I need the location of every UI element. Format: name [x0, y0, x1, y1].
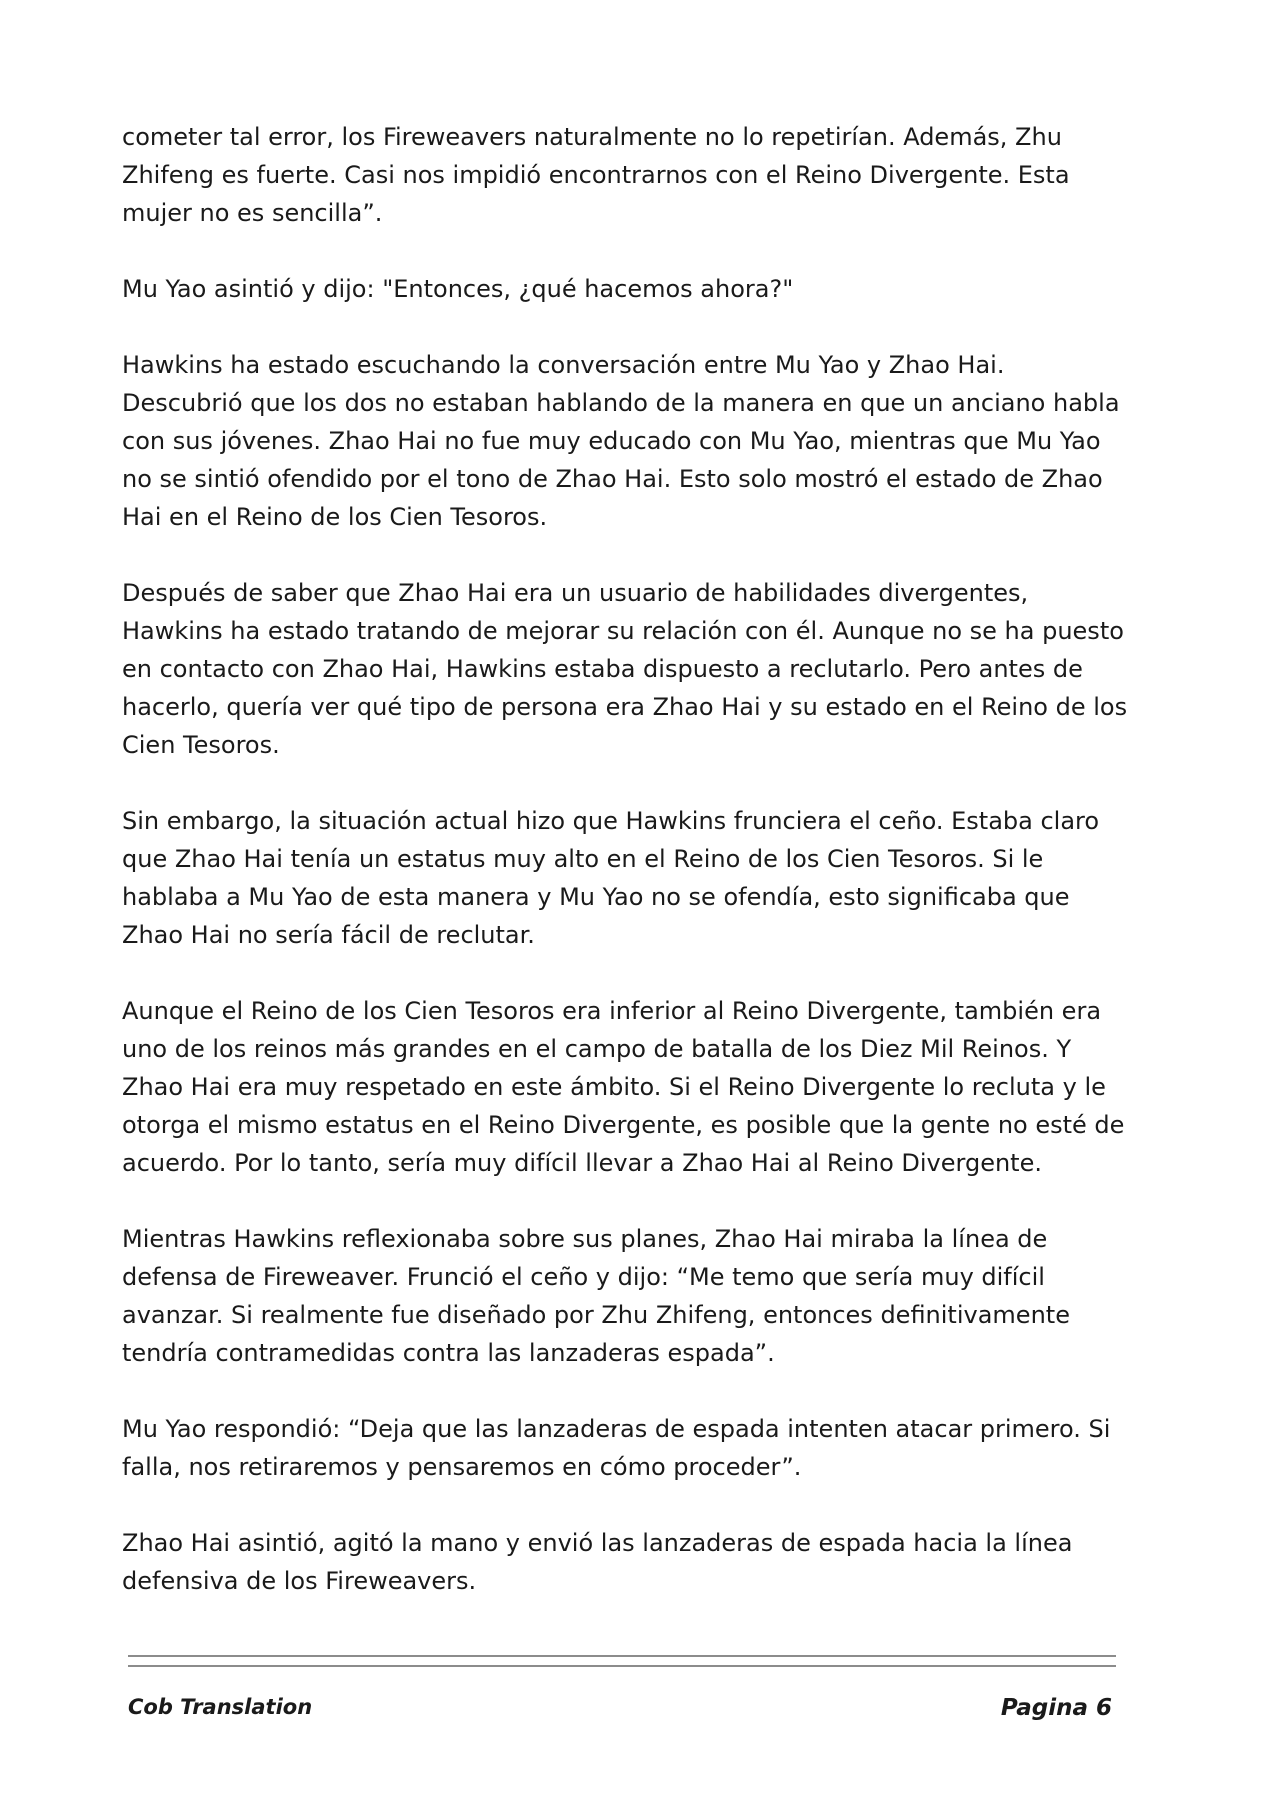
- paragraph: Mu Yao respondió: “Deja que las lanzaderas de espada intenten atacar primero. Si falla, nos retiraremos y pensaremos en cómo proceder”.: [122, 1415, 1111, 1481]
- paragraph: Mu Yao asintió y dijo: "Entonces, ¿qué hacemos ahora?": [122, 275, 794, 303]
- paragraph: Después de saber que Zhao Hai era un usuario de habilidades divergentes, Hawkins ha estado tratando de mejorar su relación con él. Aunque no se ha puesto en contacto con Zhao Hai, Hawkins estaba dispuesto a reclutarlo. Pero antes de hacerlo, quería ver qué tipo de persona era Zhao Hai y su estado en el Reino de los Cien Tesoros.: [122, 579, 1128, 759]
- paragraph: Mientras Hawkins reflexionaba sobre sus planes, Zhao Hai miraba la línea de defensa de Fireweaver. Frunció el ceño y dijo: “Me temo que sería muy difícil avanzar. Si realmente fue diseñado por Zhu Zhifeng, entonces definitivamente tendría contramedidas contra las lanzaderas espada”.: [122, 1225, 1070, 1367]
- paragraph: Aunque el Reino de los Cien Tesoros era inferior al Reino Divergente, también era uno de los reinos más grandes en el campo de batalla de los Diez Mil Reinos. Y Zhao Hai era muy respetado en este ámbito. Si el Reino Divergente lo recluta y le otorga el mismo estatus en el Reino Divergente, es posible que la gente no esté de acuerdo. Por lo tanto, sería muy difícil llevar a Zhao Hai al Reino Divergente.: [122, 997, 1125, 1177]
- footer-divider-bottom: [128, 1665, 1116, 1667]
- paragraph: Hawkins ha estado escuchando la conversación entre Mu Yao y Zhao Hai. Descubrió que los dos no estaban hablando de la manera en que un anciano habla con sus jóvenes. Zhao Hai no fue muy educado con Mu Yao, mientras que Mu Yao no se sintió ofendido por el tono de Zhao Hai. Esto solo mostró el estado de Zhao Hai en el Reino de los Cien Tesoros.: [122, 351, 1120, 531]
- paragraph: Zhao Hai asintió, agitó la mano y envió las lanzaderas de espada hacia la línea defensiva de los Fireweavers.: [122, 1529, 1073, 1595]
- footer-divider-top: [128, 1655, 1116, 1657]
- paragraph: cometer tal error, los Fireweavers naturalmente no lo repetirían. Además, Zhu Zhifeng es fuerte. Casi nos impidió encontrarnos con el Reino Divergente. Esta mujer no es sencilla”.: [122, 123, 1070, 227]
- body-text: [122, 118, 1132, 1638]
- paragraph: Sin embargo, la situación actual hizo que Hawkins frunciera el ceño. Estaba claro que Zhao Hai tenía un estatus muy alto en el Reino de los Cien Tesoros. Si le hablaba a Mu Yao de esta manera y Mu Yao no se ofendía, esto significaba que Zhao Hai no sería fácil de reclutar.: [122, 807, 1100, 949]
- footer-source-label: Cob Translation: [128, 1695, 313, 1719]
- page-number: Pagina 6: [1000, 1695, 1112, 1721]
